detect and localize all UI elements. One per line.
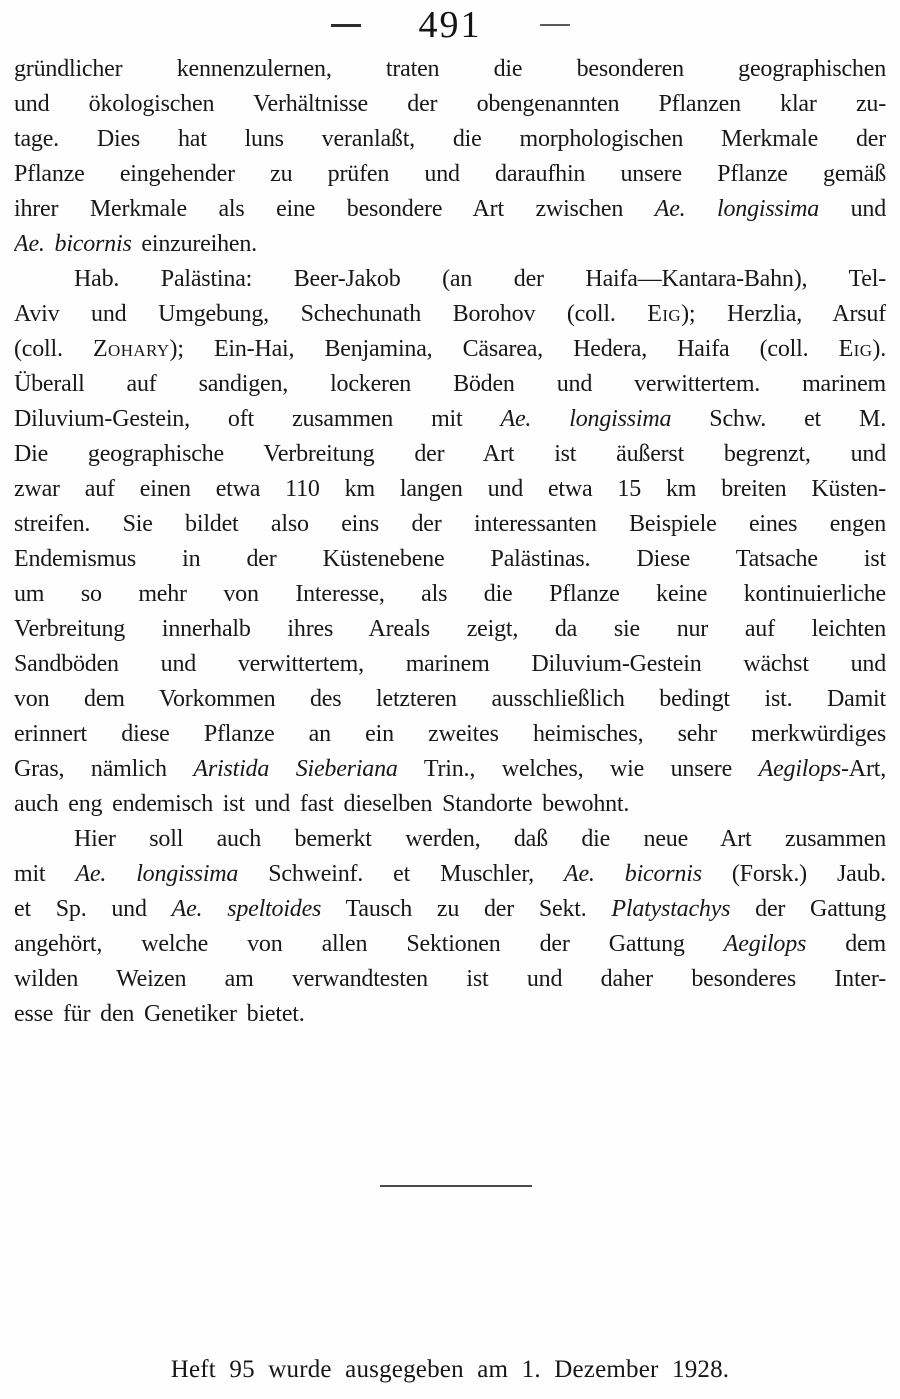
text-line <box>14 577 886 612</box>
text-segment: ); Herzlia, Arsuf <box>681 301 886 327</box>
text-line <box>14 157 886 192</box>
text-segment: Verbreitung innerhalb ihres Areals zeigt, da sie nur auf leichten <box>14 616 886 642</box>
text-segment: um so mehr von Interesse, als die Pflanze keine kontinuierliche <box>14 581 886 607</box>
text-line <box>14 437 886 472</box>
text-segment: (coll. <box>14 336 93 362</box>
text-segment: mit <box>14 861 76 887</box>
text-segment: Hab. Palästina: Beer-Jakob (an der Haifa—Kantara-Bahn), Tel- <box>74 266 886 292</box>
species-name-italic: Ae. longissima <box>654 196 820 222</box>
body-text <box>14 52 886 1032</box>
text-segment: (Forsk.) Jaub. <box>701 861 886 887</box>
text-line <box>14 612 886 647</box>
separator-rule <box>380 1185 532 1187</box>
text-segment: -Art, <box>841 756 886 782</box>
text-segment: der Gattung <box>730 896 886 922</box>
text-line <box>14 822 886 857</box>
text-segment: streifen. Sie bildet also eins der interessanten Beispiele eines engen <box>14 511 886 537</box>
text-segment: erinnert diese Pflanze an ein zweites heimisches, sehr merkwürdiges <box>14 721 886 747</box>
text-segment: Hier soll auch bemerkt werden, daß die neue Art zusammen <box>74 826 886 852</box>
text-line <box>14 507 886 542</box>
text-line <box>14 857 886 892</box>
text-line <box>14 752 886 787</box>
text-line <box>14 472 886 507</box>
text-segment: tage. Dies hat luns veranlaßt, die morphologischen Merkmale der <box>14 126 886 152</box>
text-line <box>14 402 886 437</box>
species-name-italic: Ae. speltoides <box>171 896 322 922</box>
text-segment: einzureihen. <box>131 231 257 257</box>
text-line <box>14 122 886 157</box>
species-name-italic: Ae. bicornis <box>564 861 702 887</box>
species-name-italic: Aegilops <box>758 756 842 782</box>
text-segment: und <box>819 196 886 222</box>
text-segment: Gras, nämlich <box>14 756 194 782</box>
text-segment: Tausch zu der Sekt. <box>321 896 612 922</box>
text-line <box>14 332 886 367</box>
text-line <box>14 87 886 122</box>
species-name-italic: Platystachys <box>611 896 731 922</box>
text-segment: wilden Weizen am verwandtesten ist und daher besonderes Inter- <box>14 966 886 992</box>
text-segment: ). <box>872 336 886 362</box>
text-line <box>14 787 886 822</box>
text-line <box>14 542 886 577</box>
text-line <box>14 647 886 682</box>
species-name-italic: Ae. bicornis <box>14 231 132 257</box>
text-segment: zwar auf einen etwa 110 km langen und etwa 15 km breiten Küsten- <box>14 476 886 502</box>
text-segment: dem <box>806 931 886 957</box>
text-segment: et Sp. und <box>14 896 172 922</box>
text-segment: Aviv und Umgebung, Schechunath Borohov (coll. <box>14 301 648 327</box>
header-dash-left-icon <box>331 24 361 27</box>
species-name-italic: Ae. longissima <box>75 861 239 887</box>
text-segment: Schw. et M. <box>671 406 886 432</box>
text-line <box>14 962 886 997</box>
text-line <box>14 892 886 927</box>
text-line <box>14 262 886 297</box>
header-dash-right-icon <box>540 24 570 26</box>
collector-name-smallcaps: Eig <box>838 336 873 362</box>
page-footer <box>0 1352 900 1388</box>
text-line <box>14 997 886 1032</box>
text-line <box>14 227 886 262</box>
page-header <box>0 0 900 50</box>
collector-name-smallcaps: Zohary <box>92 336 170 362</box>
text-segment: ); Ein-Hai, Benjamina, Cäsarea, Hedera, Haifa (coll. <box>169 336 839 362</box>
text-segment: Die geographische Verbreitung der Art ist äußerst begrenzt, und <box>14 441 886 467</box>
species-name-italic: Aristida Sieberiana <box>193 756 398 782</box>
text-line <box>14 297 886 332</box>
colophon-line: Heft 95 wurde ausgegeben am 1. Dezember 1928. <box>170 1356 730 1383</box>
text-line <box>14 192 886 227</box>
text-segment: Schweinf. et Muschler, <box>238 861 565 887</box>
text-segment: gründlicher kennenzulernen, traten die besonderen geographischen <box>14 56 886 82</box>
text-segment: Überall auf sandigen, lockeren Böden und verwittertem. marinem <box>14 371 886 397</box>
text-segment: von dem Vorkommen des letzteren ausschließlich bedingt ist. Damit <box>14 686 886 712</box>
text-segment: esse für den Genetiker bietet. <box>14 1001 305 1027</box>
text-segment: Trin., welches, wie unsere <box>397 756 759 782</box>
text-line <box>14 927 886 962</box>
text-line <box>14 717 886 752</box>
text-segment: Sandböden und verwittertem, marinem Diluvium-Gestein wächst und <box>14 651 886 677</box>
text-line <box>14 682 886 717</box>
species-name-italic: Ae. longissima <box>500 406 672 432</box>
text-line <box>14 52 886 87</box>
collector-name-smallcaps: Eig <box>647 301 682 327</box>
text-segment: angehört, welche von allen Sektionen der Gattung <box>14 931 724 957</box>
text-segment: auch eng endemisch ist und fast dieselben Standorte bewohnt. <box>14 791 630 817</box>
text-segment: Endemismus in der Küstenebene Palästinas. Diese Tatsache ist <box>14 546 886 572</box>
text-segment: Diluvium-Gestein, oft zusammen mit <box>14 406 501 432</box>
text-segment: und ökologischen Verhältnisse der obengenannten Pflanzen klar zu- <box>14 91 886 117</box>
text-segment: ihrer Merkmale als eine besondere Art zwischen <box>14 196 655 222</box>
text-line <box>14 367 886 402</box>
species-name-italic: Aegilops <box>723 931 807 957</box>
page-number: 491 <box>418 4 482 46</box>
text-segment: Pflanze eingehender zu prüfen und daraufhin unsere Pflanze gemäß <box>14 161 886 187</box>
